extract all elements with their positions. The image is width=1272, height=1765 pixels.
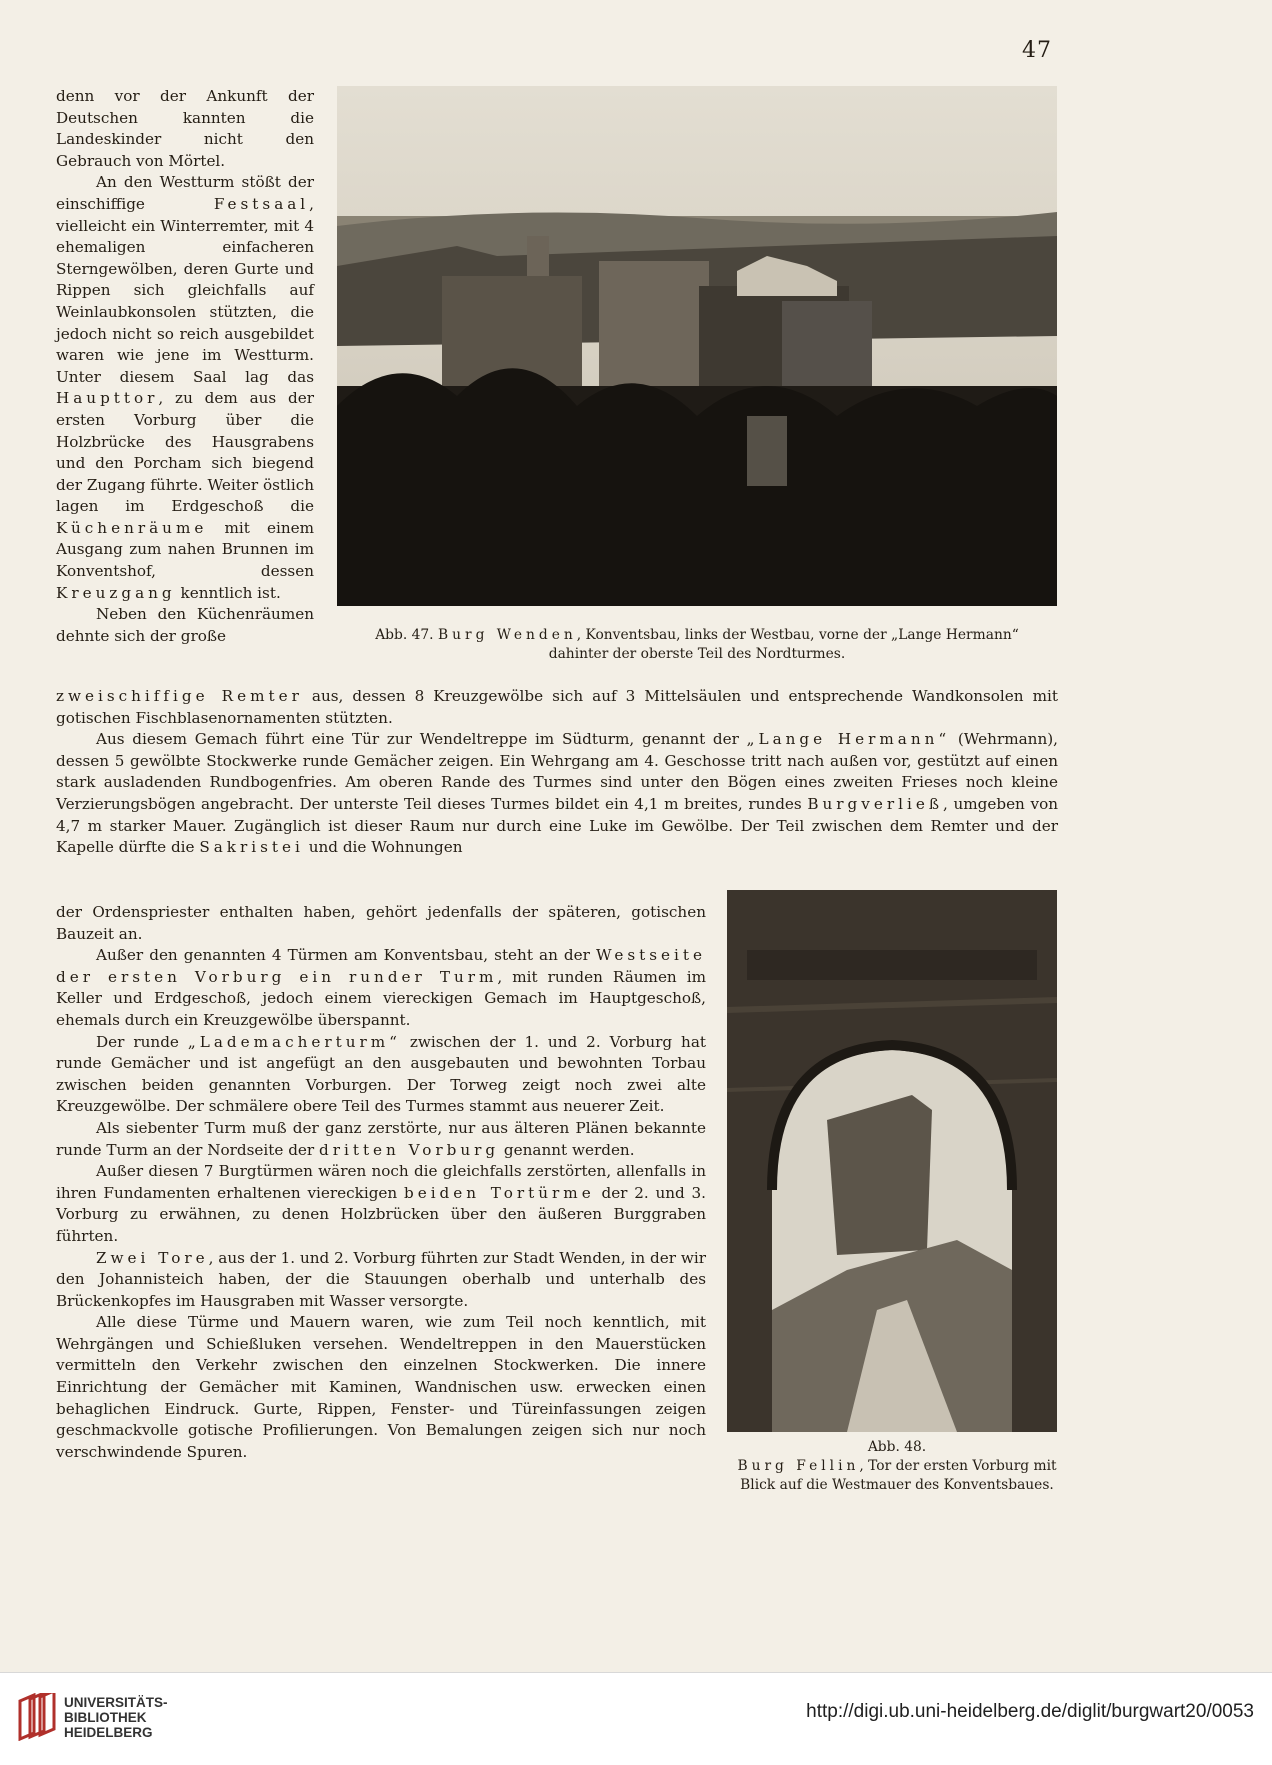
paragraph: zweischiffige Remter aus, dessen 8 Kreuzgewölbe sich auf 3 Mittelsäulen und entsprechende Wandkonsolen mit gotischen Fischblasenornamenten stützten. [56, 687, 1058, 727]
figure-47-caption: Abb. 47. Burg Wenden, Konventsbau, links der Westbau, vorne der „Lange Hermann“ dahinter der oberste Teil des Nordturmes. [375, 627, 1019, 662]
paragraph: Alle diese Türme und Mauern waren, wie zum Teil noch kenntlich, mit Wehrgängen und Schießluken versehen. Wendeltreppen in den Mauerstücken vermitteln den Verkehr zwischen den einzelnen Stockwerken. Die innere Einrichtung der Gemächer mit Kaminen, Wandnischen usw. erwecken einen behaglichen Eindruck. Gurte, Rippen, Fenster- und Türeinfassungen zeigen geschmackvolle gotische Profilierungen. Von Bemalungen zeigen sich nur noch verschwindende Spuren. [56, 1313, 706, 1461]
paragraph: Aus diesem Gemach führt eine Tür zur Wendeltreppe im Südturm, genannt der „Lange Hermann“ (Wehrmann), dessen 5 gewölbte Stockwerke runde Gemächer zeigen. Ein Wehrgang am 4. Geschosse tritt nach außen vor, gestützt auf einen stark ausladenden Rundbogenfries. Am oberen Rande des Turmes sind unter den Bögen eines zweiten Frieses noch kleine Verzierungsbögen angebracht. Der unterste Teil dieses Turmes bildet ein 4,1 m breites, rundes Burgverließ, umgeben von 4,7 m starker Mauer. Zugänglich ist dieser Raum nur durch eine Luke im Gewölbe. Der Teil zwischen dem Remter und der Kapelle dürfte die Sakristei und die Wohnungen [56, 730, 1058, 857]
library-name: UNIVERSITÄTS- BIBLIOTHEK HEIDELBERG [64, 1695, 168, 1740]
paragraph: der Ordenspriester enthalten haben, gehört jedenfalls der späteren, gotischen Bauzeit an. [56, 903, 706, 943]
paragraph: Der runde „Lademacherturm“ zwischen der 1. und 2. Vorburg hat runde Gemächer und ist angefügt an den ausgebauten und bewohnten Torbau zwischen beiden genannten Vorburgen. Der Torweg zeigt noch zwei alte Kreuzgewölbe. Der schmälere obere Teil des Turmes stammt aus neuerer Zeit. [56, 1032, 706, 1116]
gate-arch-photo [727, 890, 1057, 1432]
paragraph: Zwei Tore, aus der 1. und 2. Vorburg führten zur Stadt Wenden, in der wir den Johannisteich haben, der die Stauungen oberhalb und unterhalb des Brückenkopfes im Hausgraben mit Wasser versorgte. [56, 1248, 706, 1310]
emphasis: Küchenräume [56, 518, 208, 537]
castle-ruin-illustration [337, 86, 1057, 606]
paragraph: Außer diesen 7 Burgtürmen wären noch die gleichfalls zerstörten, allenfalls in ihren Fundamenten erhaltenen viereckigen beiden Tortürme der 2. und 3. Vorburg zu erwähnen, zu denen Holzbrücken über den äußeren Burggraben führten. [56, 1162, 707, 1245]
emphasis: „Lange Hermann“ [746, 730, 951, 749]
emphasis: zweischiffige Remter [56, 687, 303, 705]
figure-48-caption: Abb. 48. Burg Fellin, Tor der ersten Vorburg mit Blick auf die Westmauer des Konventsbaues. [737, 1439, 1057, 1493]
caption-place: Burg Wenden [437, 627, 577, 643]
castle-ruin-photo [337, 86, 1057, 606]
emphasis: dritten Vorburg [319, 1140, 500, 1159]
paragraph: An den Westturm stößt der einschiffige Festsaal, vielleicht ein Winterremter, mit 4 ehemaligen einfacheren Sterngewölben, deren Gurte und Rippen sich gleichfalls auf Weinlaubkonsolen stützten, die jedoch nicht so reich ausgebildet waren wie jene im Westturm. Unter diesem Saal lag das Haupttor, zu dem aus der ersten Vorburg über die Holzbrücke des Hausgrabens und den Porcham sich biegend der Zugang führte. Weiter östlich lagen im Erdgeschoß die Küchenräume mit einem Ausgang zum nahen Brunnen im Konventshof, dessen Kreuzgang kenntlich ist. [56, 173, 314, 602]
page-number: 47 [1022, 38, 1052, 63]
paragraph: Neben den Küchenräumen dehnte sich der große [56, 605, 314, 645]
emphasis: Zwei Tore [96, 1248, 209, 1267]
paragraph: Außer den genannten 4 Türmen am Konventsbau, steht an der Westseite der ersten Vorburg ein runder Turm, mit runden Räumen im Keller und Erdgeschoß, jedoch einem viereckigen Gemach im Hauptgeschoß, ehemals durch ein Kreuzgewölbe überspannt. [56, 946, 706, 1029]
viewer-footer [0, 1672, 1272, 1765]
emphasis: Haupttor [56, 389, 159, 408]
gate-arch-illustration [727, 890, 1057, 1432]
left-column-text [56, 86, 314, 647]
library-logo-icon [16, 1693, 56, 1741]
emphasis: Sakristei [199, 838, 304, 857]
full-width-text [56, 686, 1058, 859]
emphasis: Westseite der ersten Vorburg ein runder Turm [56, 946, 706, 986]
paragraph: Als siebenter Turm muß der ganz zerstörte, nur aus älteren Plänen bekannte runde Turm an der Nordseite der dritten Vorburg genannt werden. [56, 1118, 706, 1159]
emphasis: Festsaal [213, 194, 310, 213]
narrow-column-text [56, 902, 706, 1463]
emphasis: Burgverließ [807, 794, 943, 813]
caption-place: Burg Fellin [737, 1458, 860, 1474]
source-url[interactable]: http://digi.ub.uni-heidelberg.de/diglit/burgwart20/0053 [806, 1701, 1254, 1722]
emphasis: „Lademacherturm“ [187, 1032, 401, 1051]
paragraph: denn vor der Ankunft der Deutschen kannten die Landeskinder nicht den Gebrauch von Mörtel. [56, 87, 314, 170]
emphasis: beiden Tortürme [403, 1183, 595, 1202]
emphasis: Kreuzgang [56, 583, 176, 602]
